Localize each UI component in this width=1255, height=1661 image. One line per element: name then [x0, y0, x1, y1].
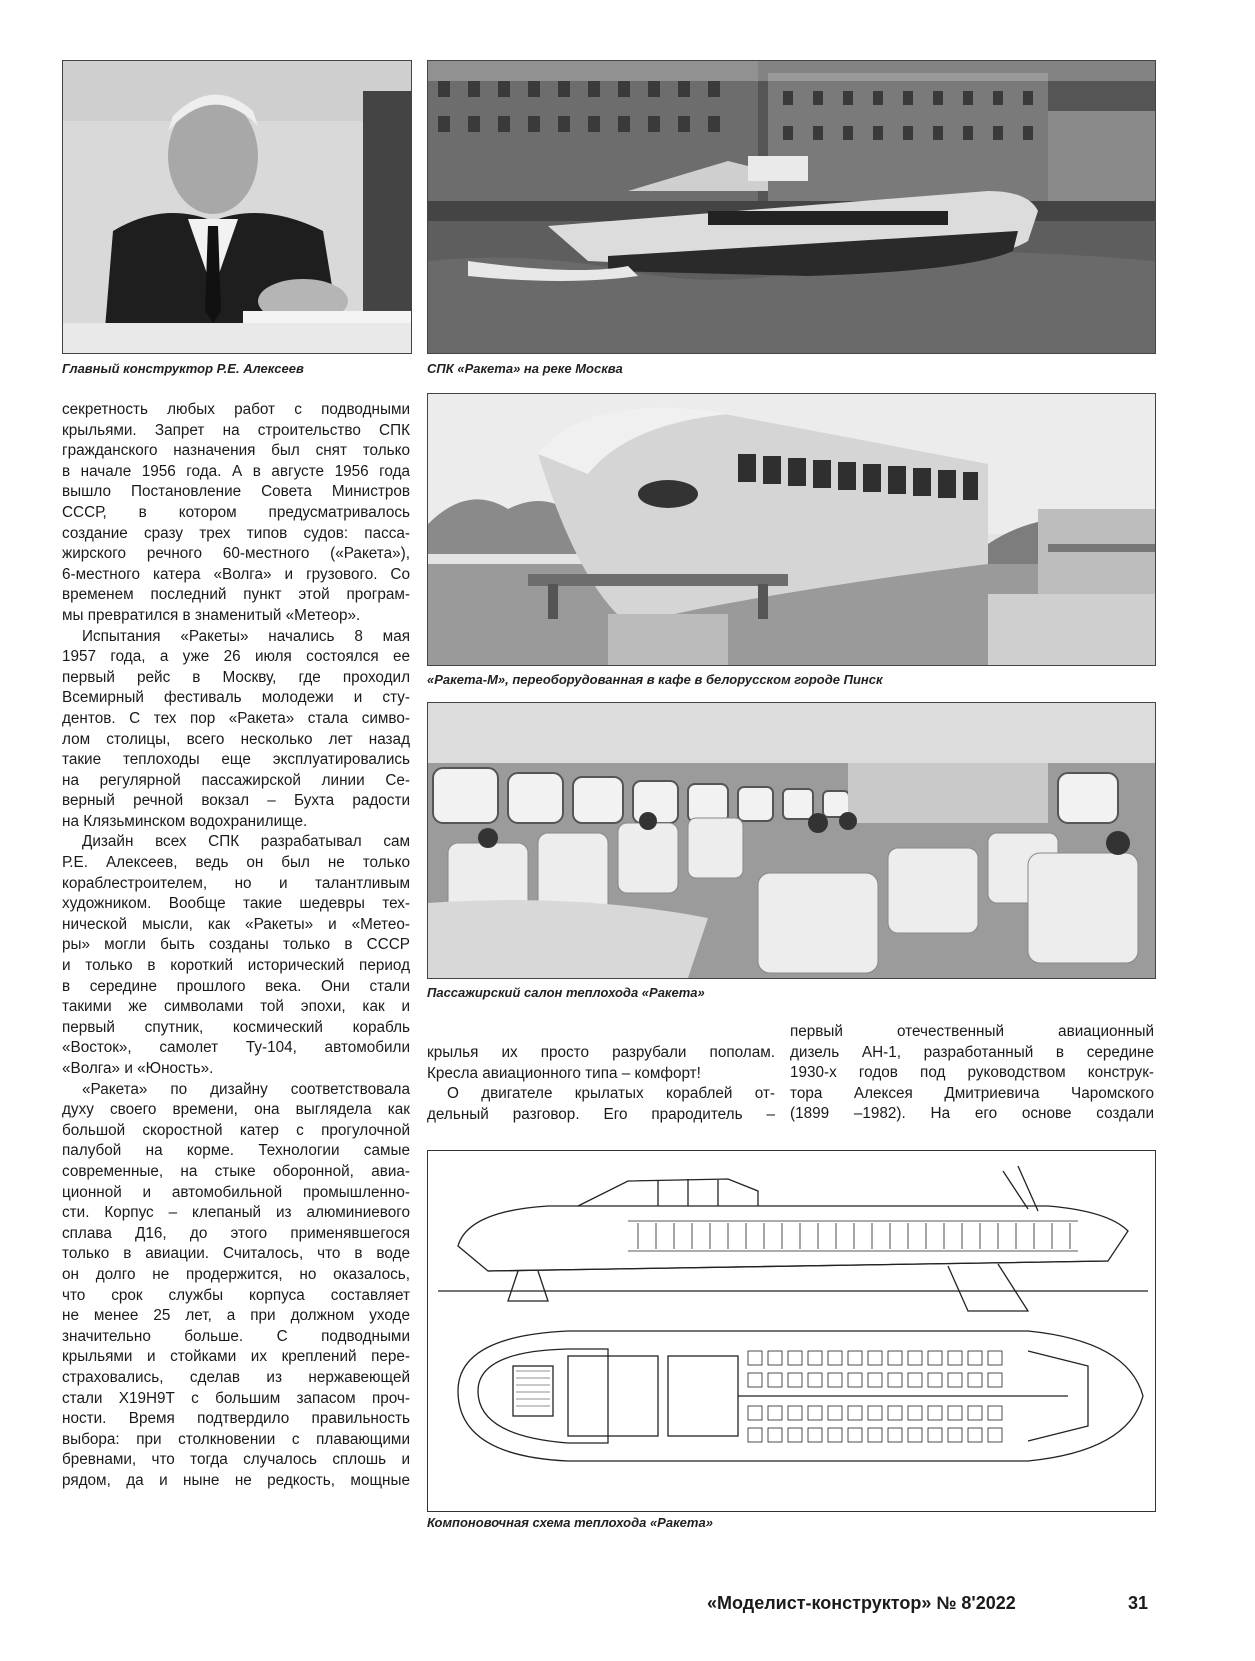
text-line: большой скоростной катер с прогулочной: [62, 1121, 410, 1139]
cafe-photo: [427, 393, 1156, 666]
text-line: палубой на корме. Технологии самые: [62, 1142, 410, 1160]
text-line: современные, на стыке оборонной, авиа-: [62, 1162, 410, 1180]
portrait-caption: Главный конструктор Р.Е. Алексеев: [62, 361, 304, 376]
text-line: первый спутник, космический корабль: [62, 1018, 410, 1036]
left-text-column: [62, 400, 410, 1491]
text-line: крылья их просто разрубали пополам.: [427, 1044, 775, 1061]
layout-scheme-drawing: [427, 1150, 1156, 1512]
text-line: стали Х19Н9Т с большим запасом проч-: [62, 1389, 410, 1407]
scheme-caption: Компоновочная схема теплохода «Ракета»: [427, 1515, 713, 1530]
text-line: в начале 1956 года. А в августе 1956 года: [62, 462, 410, 480]
text-line: не менее 25 лет, а при должном уходе: [62, 1307, 410, 1325]
text-line: «Волга» и «Юность».: [62, 1060, 214, 1077]
text-line: духу своего времени, она выглядела как: [62, 1101, 410, 1119]
text-line: бревнами, что тогда случалось сплошь и: [62, 1451, 410, 1469]
page-number: 31: [1128, 1593, 1149, 1613]
text-line: он долго не продержится, но оказалось,: [62, 1265, 410, 1283]
text-line: Кресла авиационного типа – комфорт!: [427, 1064, 701, 1082]
text-line: СССР, в котором предусматривалось: [62, 503, 410, 521]
cafe-caption: «Ракета-М», переоборудованная в кафе в белорусском городе Пинск: [427, 672, 883, 687]
text-line: временем последний пункт этой програм-: [62, 586, 410, 604]
text-line: создание сразу трех типов судов: пасса-: [62, 524, 410, 542]
text-line: художником. Вообще такие шедевры тех-: [62, 895, 410, 913]
right-text-column: [790, 1022, 1154, 1125]
text-line: секретность любых работ с подводными: [62, 401, 410, 418]
text-line: жирского речного 60-местного («Ракета»),: [62, 545, 410, 563]
text-line: Всемирный фестиваль молодежи и сту-: [62, 689, 410, 707]
magazine-title: «Моделист-конструктор» № 8'2022: [707, 1593, 1016, 1613]
text-line: гражданского назначения был снят только: [62, 442, 410, 460]
text-line: тора Алексея Дмитриевича Чаромского: [790, 1084, 1154, 1102]
text-line: на Клязьминском водохранилище.: [62, 812, 308, 830]
text-line: ры» могли быть созданы только в СССР: [62, 936, 410, 954]
text-line: такими же символами той эпохи, как и: [62, 998, 410, 1016]
text-line: кораблестроителем, но и талантливым: [62, 874, 410, 892]
text-line: вышло Постановление Совета Министров: [62, 483, 410, 501]
text-line: лом столицы, всего несколько лет назад: [62, 730, 410, 748]
portrait-photo: [62, 60, 412, 354]
text-line: сти. Корпус – клепаный из алюминиевого: [62, 1204, 410, 1222]
text-line: что срок службы корпуса составляет: [62, 1286, 410, 1304]
salon-caption: Пассажирский салон теплохода «Ракета»: [427, 985, 705, 1000]
text-line: дельный разговор. Его прародитель –: [427, 1105, 775, 1123]
text-line: 1957 года, а уже 26 июля состоялся ее: [62, 648, 410, 666]
text-line: ционной и автомобильной промышленно-: [62, 1183, 410, 1201]
text-line: «Восток», самолет Ту-104, автомобили: [62, 1039, 410, 1057]
text-line: нической мысли, как «Ракеты» и «Метео-: [62, 915, 410, 933]
text-line: Дизайн всех СПК разрабатывал сам: [82, 833, 410, 851]
text-line: выбора: при столкновении с плавающими: [62, 1430, 410, 1448]
text-line: верный речной вокзал – Бухта радости: [62, 792, 410, 810]
text-line: О двигателе крылатых кораблей от-: [447, 1085, 775, 1103]
river-photo: [427, 60, 1156, 354]
text-line: дентов. С тех пор «Ракета» стала симво-: [62, 709, 410, 727]
text-line: «Ракета» по дизайну соответствовала: [82, 1080, 410, 1098]
text-line: мы превратился в знаменитый «Метеор».: [62, 606, 361, 624]
text-line: крыльями. Запрет на строительство СПК: [62, 421, 410, 439]
text-line: 1930-х годов под руководством конструк-: [790, 1064, 1154, 1082]
text-line: такие теплоходы еще эксплуатировались: [62, 751, 410, 769]
text-line: значительно больше. С подводными: [62, 1327, 410, 1345]
text-line: страховались, сделав из нержавеющей: [62, 1368, 410, 1386]
text-line: крыльями и стойками их креплений пере-: [62, 1348, 410, 1366]
salon-photo: [427, 702, 1156, 979]
text-line: сплава Д16, до этого применявшегося: [62, 1224, 410, 1242]
text-line: Испытания «Ракеты» начались 8 мая: [82, 627, 410, 645]
text-line: 6-местного катера «Волга» и грузового. Со: [62, 565, 410, 583]
text-line: только в авиации. Считалось, что в воде: [62, 1245, 410, 1263]
text-line: и только в короткий исторический период: [62, 957, 410, 975]
text-line: первый рейс в Москву, где проходил: [62, 668, 410, 686]
text-line: (1899 –1982). На его основе создали: [790, 1105, 1154, 1123]
text-line: Р.Е. Алексеев, ведь он был не только: [62, 854, 410, 872]
text-line: ности. Время подтвердило правильность: [62, 1410, 410, 1428]
middle-text-column: [427, 1043, 775, 1125]
text-line: рядом, да и ныне не редкость, мощные: [62, 1471, 410, 1489]
text-line: в середине прошлого века. Они стали: [62, 977, 410, 995]
text-line: дизель АН-1, разработанный в середине: [790, 1043, 1154, 1061]
text-line: на регулярной пассажирской линии Се-: [62, 771, 410, 789]
text-line: первый отечественный авиационный: [790, 1023, 1154, 1040]
river-caption: СПК «Ракета» на реке Москва: [427, 361, 623, 376]
